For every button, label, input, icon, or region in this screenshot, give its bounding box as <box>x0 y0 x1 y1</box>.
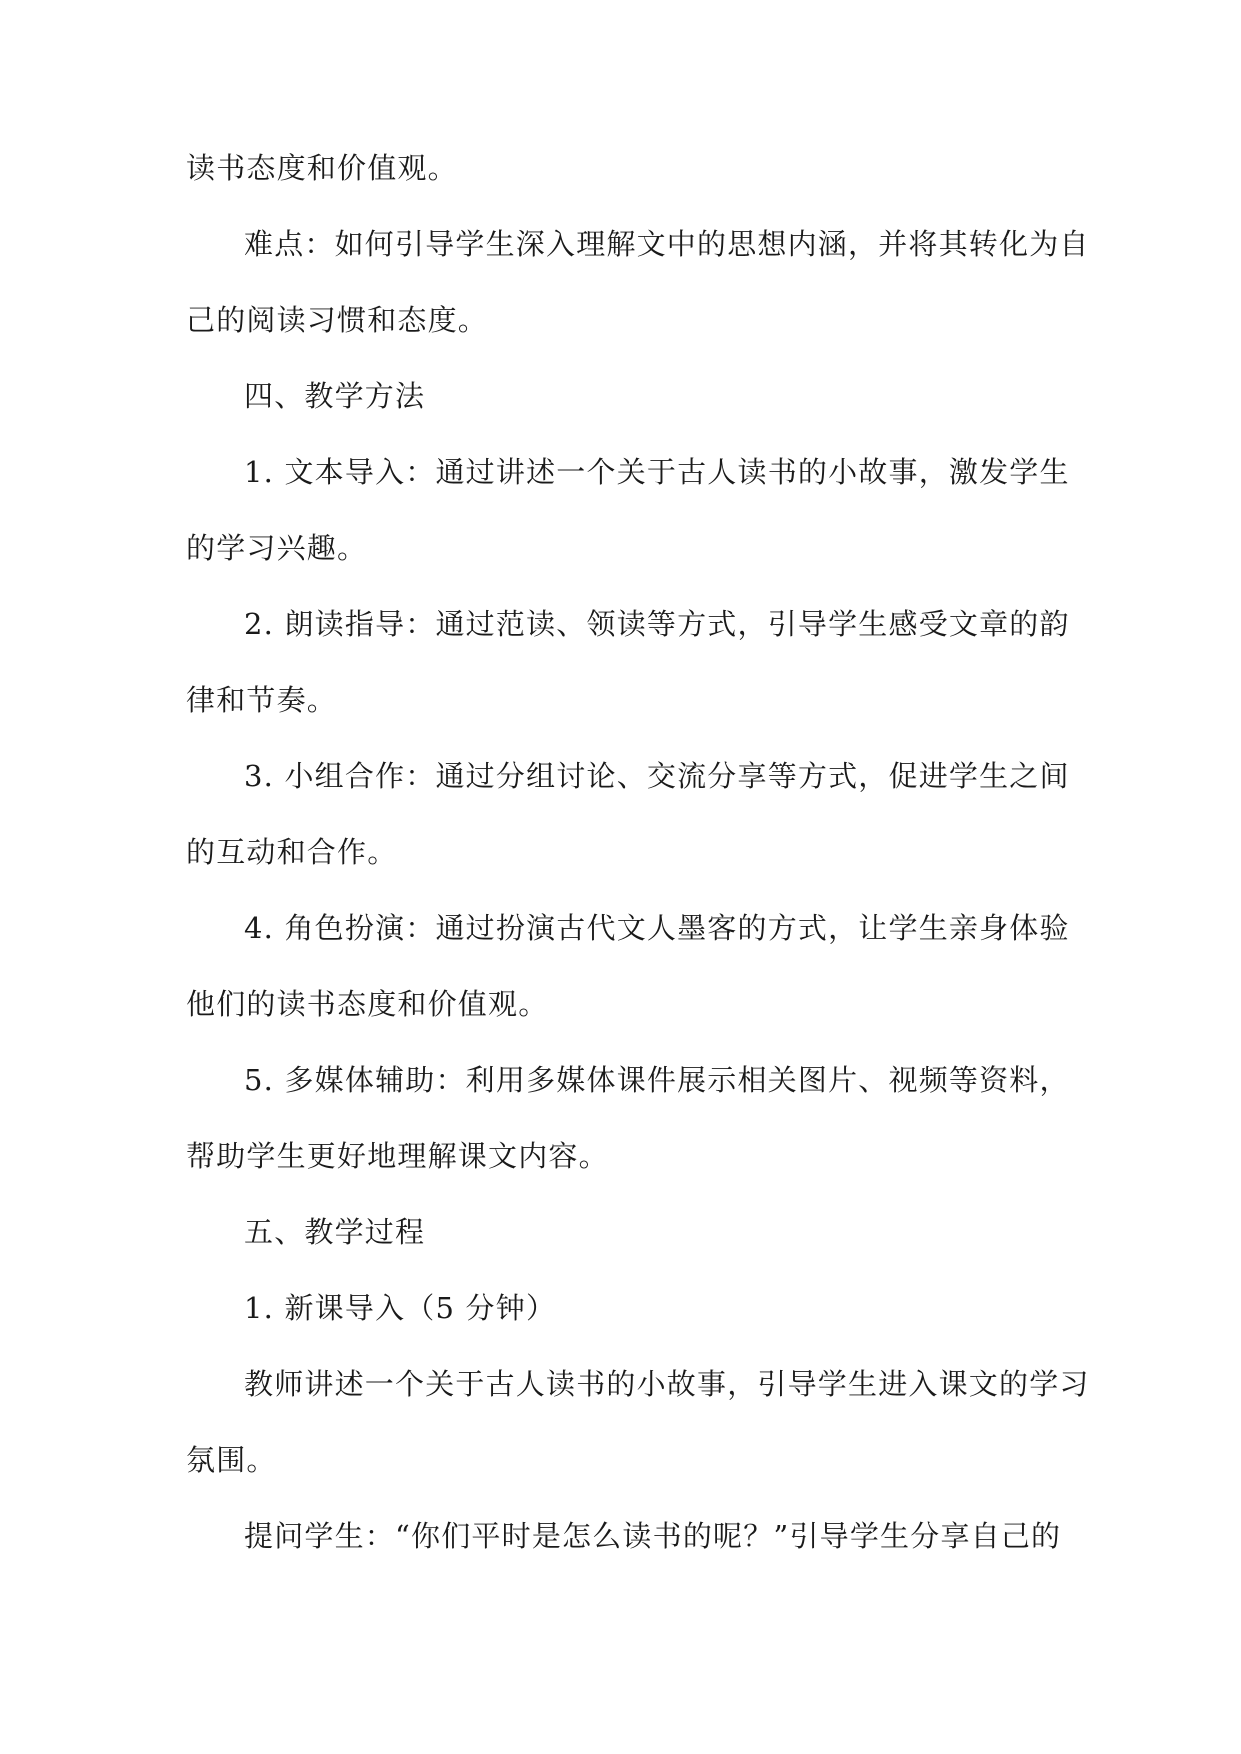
text-line: 律和节奏。 <box>186 683 338 717</box>
text-line: 难点：如何引导学生深入理解文中的思想内涵，并将其转化为自 <box>244 227 1090 261</box>
text-line: 教师讲述一个关于古人读书的小故事，引导学生进入课文的学习 <box>244 1367 1090 1401</box>
text-line: 1. 新课导入（5 分钟） <box>244 1291 557 1325</box>
text-line: 提问学生：“你们平时是怎么读书的呢？”引导学生分享自己的 <box>244 1519 1062 1553</box>
text-line: 他们的读书态度和价值观。 <box>186 987 549 1021</box>
text-line: 己的阅读习惯和态度。 <box>186 303 489 337</box>
text-line: 读书态度和价值观。 <box>186 151 458 185</box>
text-line: 氛围。 <box>186 1443 277 1477</box>
section-heading: 五、教学过程 <box>244 1215 426 1249</box>
text-line: 帮助学生更好地理解课文内容。 <box>186 1139 609 1173</box>
text-line: 的学习兴趣。 <box>186 531 368 565</box>
text-line: 5. 多媒体辅助：利用多媒体课件展示相关图片、视频等资料， <box>244 1063 1070 1097</box>
text-line: 2. 朗读指导：通过范读、领读等方式，引导学生感受文章的韵 <box>244 607 1070 641</box>
text-line: 1. 文本导入：通过讲述一个关于古人读书的小故事，激发学生 <box>244 455 1070 489</box>
text-line: 的互动和合作。 <box>186 835 398 869</box>
text-line: 3. 小组合作：通过分组讨论、交流分享等方式，促进学生之间 <box>244 759 1070 793</box>
text-line: 4. 角色扮演：通过扮演古代文人墨客的方式，让学生亲身体验 <box>244 911 1070 945</box>
section-heading: 四、教学方法 <box>244 379 426 413</box>
